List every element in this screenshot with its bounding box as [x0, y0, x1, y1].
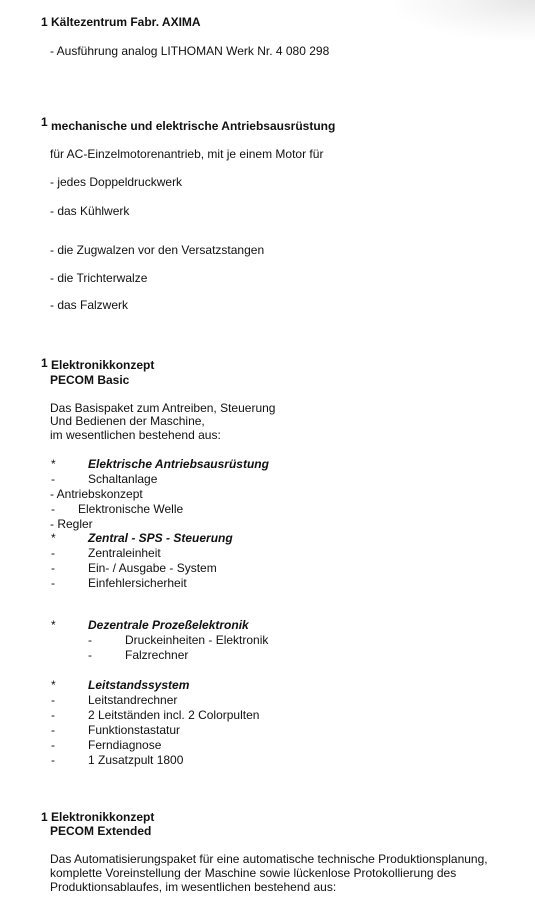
section-2-item: - das Falzwerk: [50, 298, 129, 312]
group-heading-sps: Zentral - SPS - Steuerung: [88, 531, 233, 545]
section-1-number: 1: [41, 15, 48, 29]
section-4-title: Elektronikkonzept: [51, 810, 155, 824]
page-corner-shadow: [395, 0, 535, 40]
section-2-item: - die Trichterwalze: [50, 271, 148, 285]
list-item: Druckeinheiten - Elektronik: [125, 633, 269, 647]
list-item: Ein- / Ausgabe - System: [88, 561, 217, 575]
section-2-number: 1: [41, 115, 48, 129]
group-heading-prozess: Dezentrale Prozeßelektronik: [88, 618, 249, 632]
list-item: Zentraleinheit: [88, 546, 161, 560]
list-item: Funktionstastatur: [88, 723, 181, 737]
section-3-number: 1: [41, 356, 48, 370]
bullet-dash: -: [51, 723, 55, 737]
bullet-star: *: [51, 531, 56, 545]
bullet-dash: -: [51, 561, 55, 575]
list-item: Falzrechner: [125, 648, 189, 662]
bullet-star: *: [51, 678, 56, 692]
section-3-intro: Und Bedienen der Maschine,: [50, 414, 205, 428]
section-3-title: Elektronikkonzept: [51, 358, 155, 372]
list-item: 2 Leitständen incl. 2 Colorpulten: [88, 708, 260, 722]
list-item: Ferndiagnose: [88, 738, 162, 752]
list-item: Elektronische Welle: [78, 502, 184, 516]
section-2-title: mechanische und elektrische Antriebsausrüstung: [51, 119, 336, 133]
section-4-intro: Produktionsablaufes, im wesentlichen bestehend aus:: [50, 880, 337, 894]
list-item: Einfehlersicherheit: [88, 576, 187, 590]
bullet-star: *: [51, 618, 56, 632]
section-4-number: 1: [41, 810, 48, 824]
list-item: - Antriebskonzept: [50, 487, 143, 501]
list-item: Leitstandrechner: [88, 693, 178, 707]
bullet-dash: -: [51, 546, 55, 560]
section-1-line: - Ausführung analog LITHOMAN Werk Nr. 4 080 298: [50, 44, 330, 58]
bullet-dash: -: [88, 648, 92, 662]
group-heading-leitstand: Leitstandssystem: [88, 678, 190, 692]
bullet-dash: -: [51, 693, 55, 707]
section-4-intro: komplette Voreinstellung der Maschine sowie lückenlose Protokollierung des: [50, 866, 457, 880]
section-2-intro: für AC-Einzelmotorenantrieb, mit je einem Motor für: [50, 147, 324, 161]
section-4-subtitle: PECOM Extended: [50, 824, 152, 838]
section-2-item: - das Kühlwerk: [50, 204, 130, 218]
bullet-star: *: [51, 457, 56, 471]
section-2-item: - die Zugwalzen vor den Versatzstangen: [50, 243, 265, 257]
section-1-title: Kältezentrum Fabr. AXIMA: [51, 15, 201, 29]
list-item: - Regler: [50, 517, 93, 531]
section-3-subtitle: PECOM Basic: [50, 373, 130, 387]
bullet-dash: -: [51, 576, 55, 590]
bullet-dash: -: [51, 472, 55, 486]
bullet-dash: -: [51, 502, 55, 516]
section-3-intro: Das Basispaket zum Antreiben, Steuerung: [50, 401, 276, 415]
section-3-intro: im wesentlichen bestehend aus:: [50, 428, 221, 442]
bullet-dash: -: [51, 753, 55, 767]
bullet-dash: -: [51, 708, 55, 722]
group-heading-antrieb: Elektrische Antriebsausrüstung: [88, 457, 269, 471]
bullet-dash: -: [51, 738, 55, 752]
list-item: 1 Zusatzpult 1800: [88, 753, 184, 767]
section-2-item: - jedes Doppeldruckwerk: [50, 175, 183, 189]
section-4-intro: Das Automatisierungspaket für eine automatische technische Produktionsplanung,: [50, 852, 488, 866]
bullet-dash: -: [88, 633, 92, 647]
list-item: Schaltanlage: [88, 472, 158, 486]
